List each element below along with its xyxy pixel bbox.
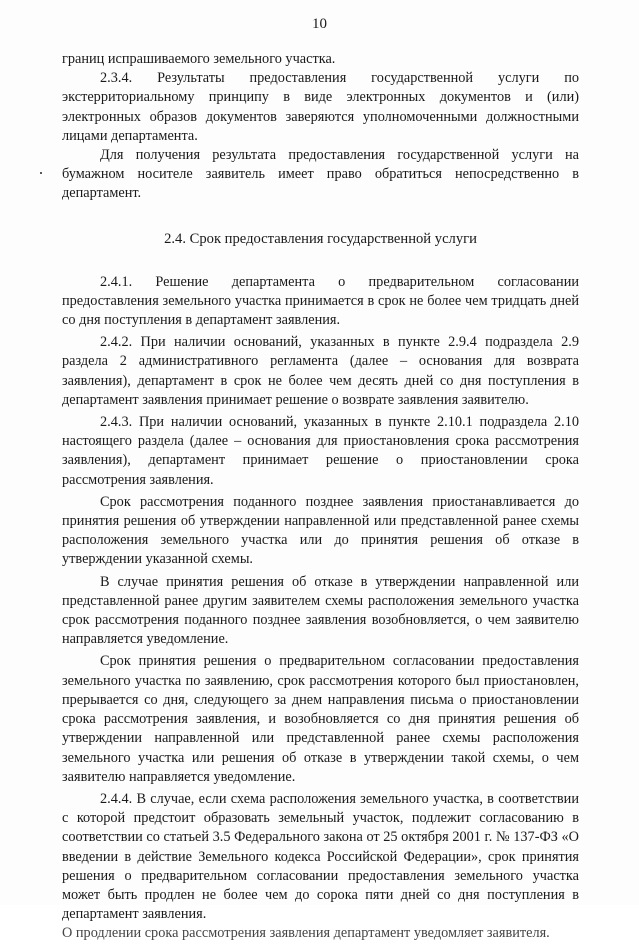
paragraph-refusal: В случае принятия решения об отказе в утверждении направленной или представленной ранее другим заявителем схемы расположения земельного участка срок рассмотрения поданного позднее заявления возобновляется, о чем заявителю направляется уведомление.	[62, 573, 579, 648]
paragraph-interruption: Срок принятия решения о предварительном согласовании предоставления земельного участка по заявлению, срок рассмотрения которого был приостановлен, прерывается со дня, следующего за днем направления письма о приостановлении срока рассмотрения заявления, и возобновляется со дня принятия решения об утверждении направленной или представленной ранее схемы расположения земельного участка или решения об отказе в утверждении такой схемы, о чем заявителю направляется уведомление.	[62, 653, 579, 785]
paragraph-2-3-4: 2.3.4. Результаты предоставления государственной услуги по экстерриториальному принципу в виде электронных документов и (или) электронных образов документов заверяются уполномоченными должностными лицами департамента.	[62, 70, 579, 144]
document-body	[62, 50, 579, 944]
page-number: 10	[312, 16, 327, 32]
margin-dot	[40, 172, 42, 174]
paragraph-2-4-3: 2.4.3. При наличии оснований, указанных в пункте 2.10.1 подраздела 2.10 настоящего раздела (далее – основания для приостановления срока рассмотрения заявления), департамент принимает решение о приостановлении срока рассмотрения заявления.	[62, 414, 579, 488]
paragraph-2-4-4: 2.4.4. В случае, если схема расположения земельного участка, в соответствии с которой предстоит образовать земельный участок, подлежит согласованию в соответствии со статьей 3.5 Федерального закона от 25 октября 2001 г. № 137-ФЗ «О введении в действие Земельного кодекса Российской Федерации», срок принятия решения о предварительном согласовании предоставления земельного участка может быть продлен не более чем до сорока пяти дней со дня поступления в департамент заявления.	[62, 790, 579, 923]
paragraph-result-paper: Для получения результата предоставления государственной услуги на бумажном носителе заявитель имеет право обратиться непосредственно в департамент.	[62, 147, 579, 202]
paragraph-continuation: границ испрашиваемого земельного участка.	[62, 51, 336, 67]
paragraph-2-4-2: 2.4.2. При наличии оснований, указанных в пункте 2.9.4 подраздела 2.9 раздела 2 административного регламента (далее – основания для возврата заявления), департамент в срок не более чем десять дней со дня поступления в департамент заявления принимает решение о возврате заявления заявителю.	[62, 334, 579, 408]
paragraph-2-4-1: 2.4.1. Решение департамента о предварительном согласовании предоставления земельного участка принимается в срок не более чем тридцать дней со дня поступления в департамент заявления.	[62, 273, 579, 329]
section-heading: 2.4. Срок предоставления государственной услуги	[164, 230, 477, 247]
paragraph-extension-notice: О продлении срока рассмотрения заявления департамент уведомляет заявителя.	[62, 925, 550, 942]
paragraph-suspension: Срок рассмотрения поданного позднее заявления приостанавливается до принятия решения об утверждении направленной или представленной ранее схемы расположения земельного участка или до принятия решения об отказе в утверждении указанной схемы.	[62, 493, 579, 568]
